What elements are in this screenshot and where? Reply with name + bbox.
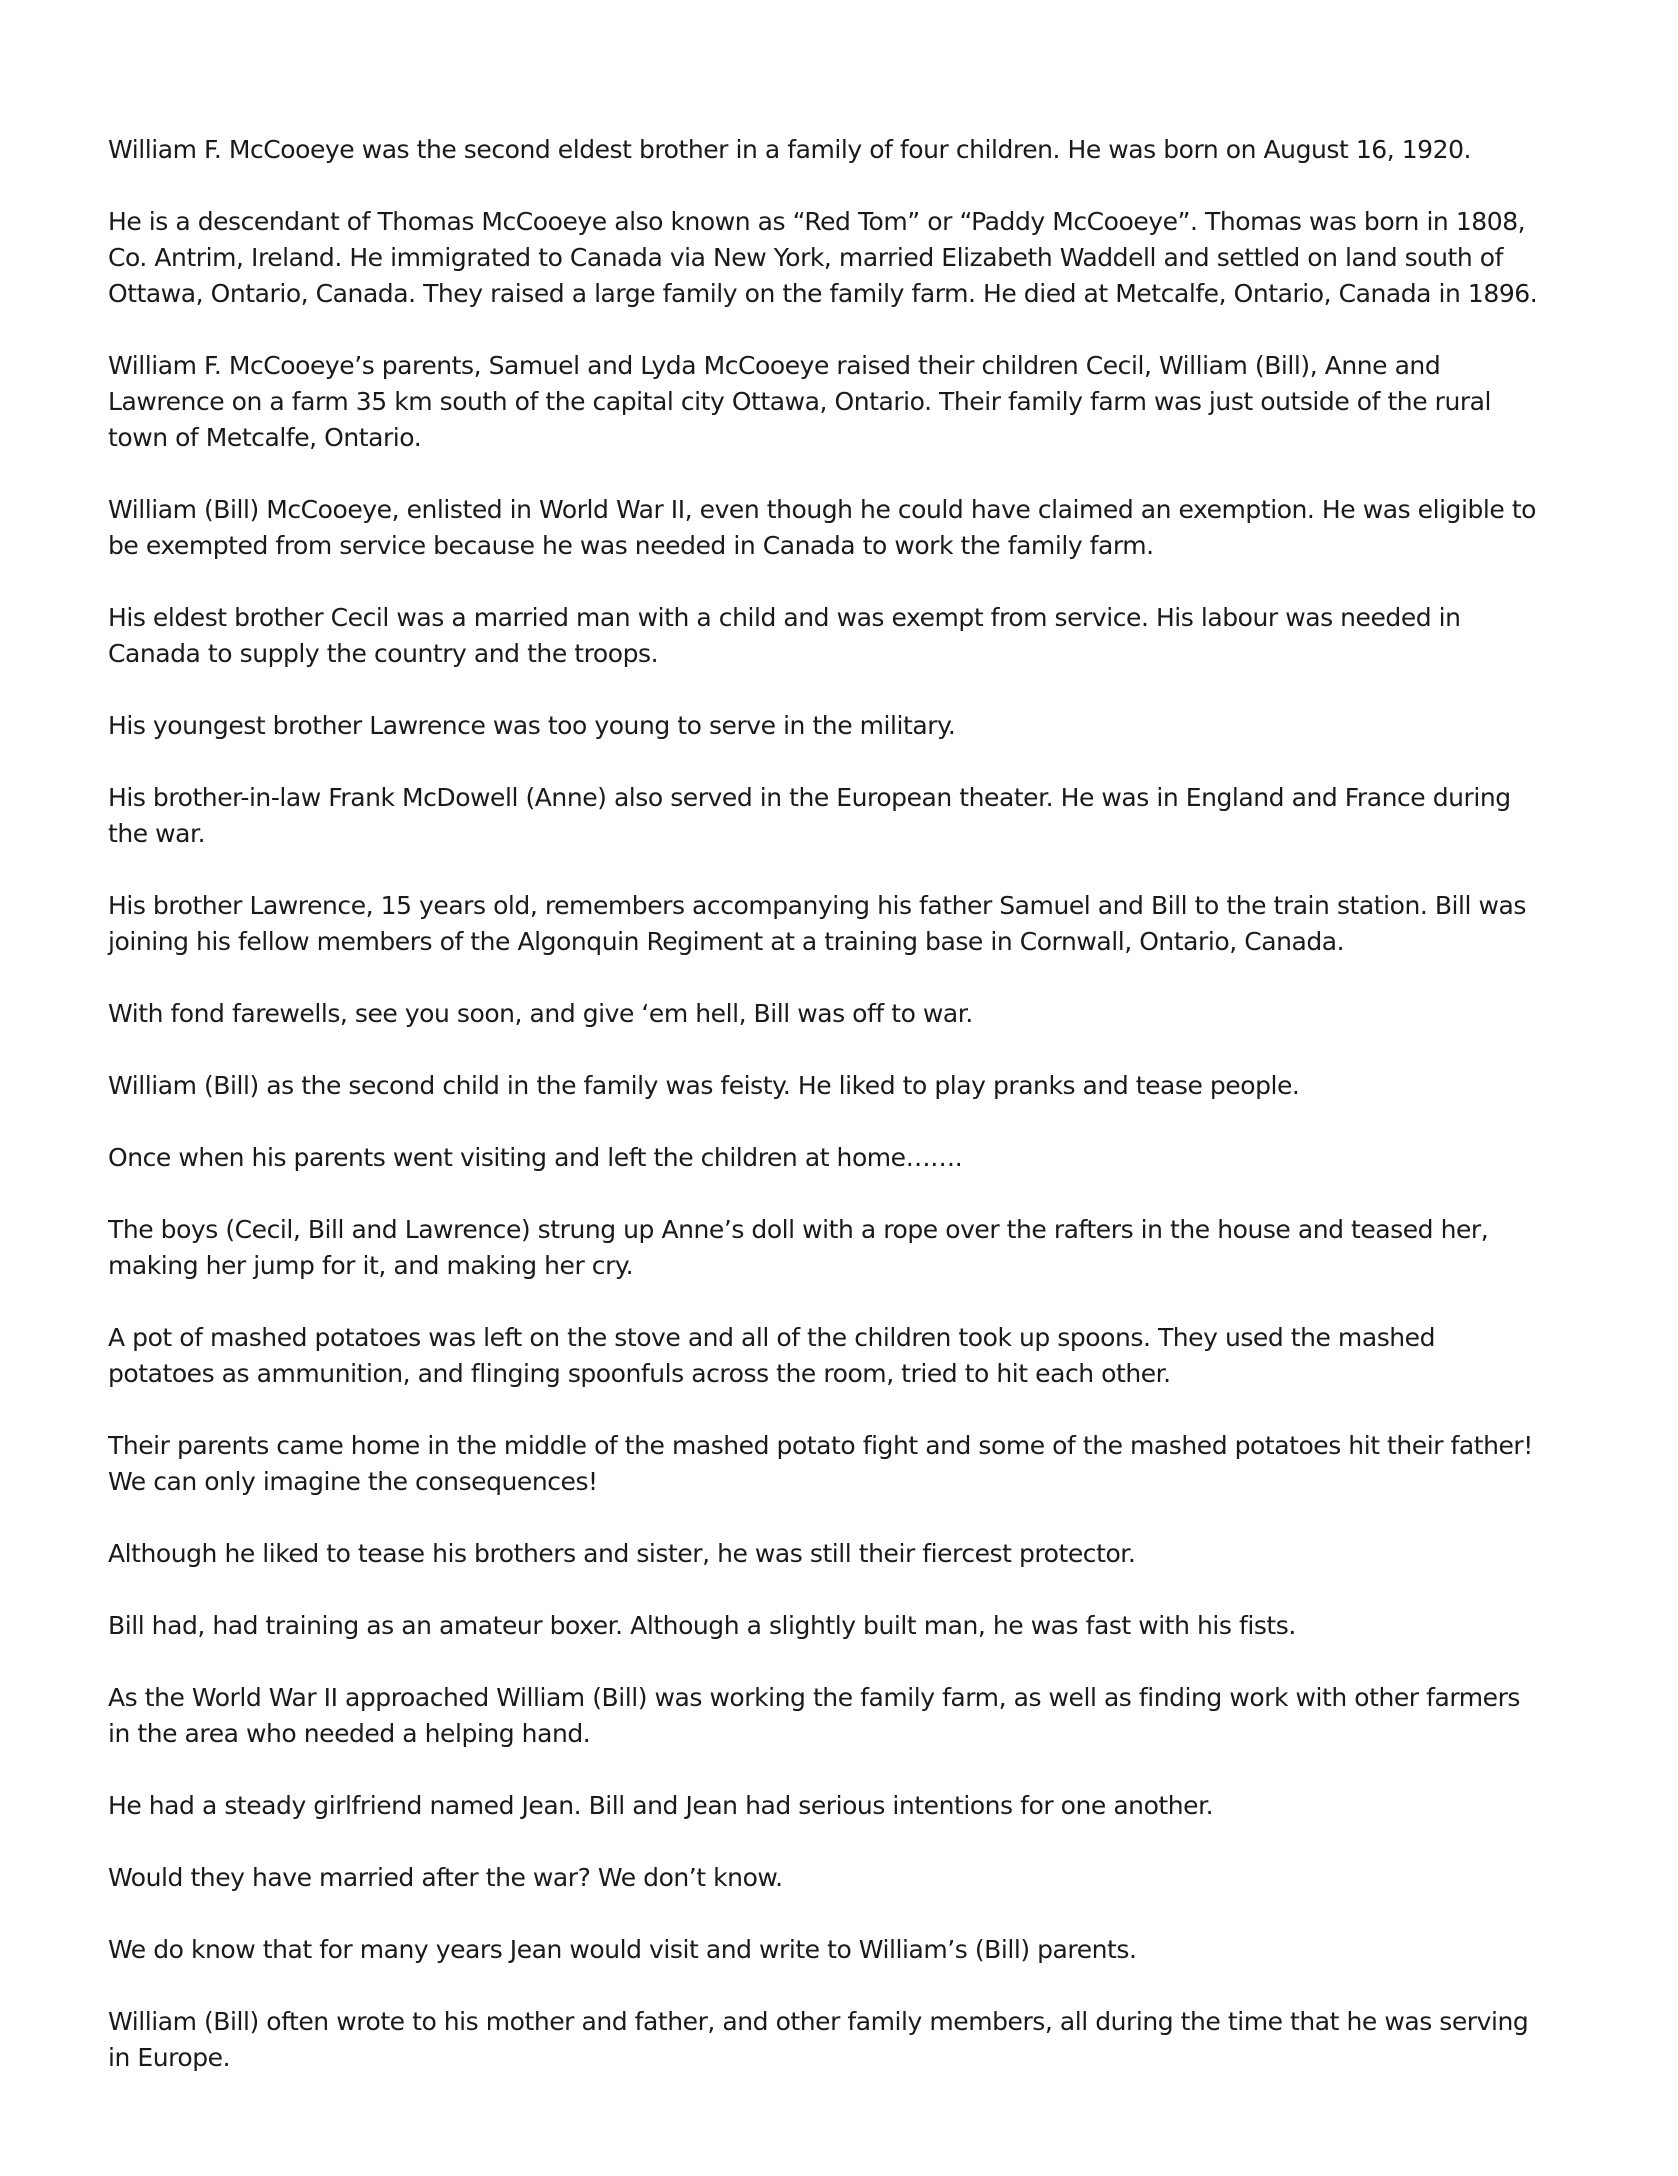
paragraph-doll: The boys (Cecil, Bill and Lawrence) strung up Anne’s doll with a rope over the rafters in the house and teased her, making her jump for it, and making her cry. — [108, 1215, 1489, 1280]
paragraph-brother-in-law: His brother-in-law Frank McDowell (Anne) also served in the European theater. He was in England and France during the war. — [108, 783, 1511, 848]
paragraph-married-question: Would they have married after the war? We don’t know. — [108, 1863, 783, 1892]
paragraph-jean-visits: We do know that for many years Jean would visit and write to William’s (Bill) parents. — [108, 1935, 1137, 1964]
paragraph-enlistment: William (Bill) McCooeye, enlisted in World War II, even though he could have claimed an exemption. He was eligible to be exempted from service because he was needed in Canada to work the family farm. — [108, 495, 1537, 560]
paragraph-birth: William F. McCooeye was the second eldest brother in a family of four children. He was born on August 16, 1920. — [108, 135, 1472, 164]
paragraph-eldest-brother: His eldest brother Cecil was a married man with a child and was exempt from service. His labour was needed in Canada to supply the country and the troops. — [108, 603, 1461, 668]
paragraph-farm-work: As the World War II approached William (Bill) was working the family farm, as well as finding work with other farmers in the area who needed a helping hand. — [108, 1683, 1520, 1748]
paragraph-feisty: William (Bill) as the second child in the family was feisty. He liked to play pranks and tease people. — [108, 1071, 1300, 1100]
paragraph-parents: William F. McCooeye’s parents, Samuel and Lyda McCooeye raised their children Cecil, William (Bill), Anne and Lawrence on a farm 35 km south of the capital city Ottawa, Ontario. Their family farm was just outside of the rural town of Metcalfe, Ontario. — [108, 351, 1492, 452]
paragraph-farewell: With fond farewells, see you soon, and give ‘em hell, Bill was off to war. — [108, 999, 973, 1028]
paragraph-protector: Although he liked to tease his brothers and sister, he was still their fiercest protector. — [108, 1539, 1136, 1568]
paragraph-boxer: Bill had, had training as an amateur boxer. Although a slightly built man, he was fast with his fists. — [108, 1611, 1296, 1640]
paragraph-consequences: Their parents came home in the middle of the mashed potato fight and some of the mashed potatoes hit their father! We can only imagine the consequences! — [108, 1431, 1533, 1496]
paragraph-ancestry: He is a descendant of Thomas McCooeye also known as “Red Tom” or “Paddy McCooeye”. Thomas was born in 1808, Co. Antrim, Ireland. He immigrated to Canada via New York, married Elizabeth Waddell and settled on land south of Ottawa, Ontario, Canada. They raised a large family on the family farm. He died at Metcalfe, Ontario, Canada in 1896. — [108, 207, 1538, 308]
paragraph-letters: William (Bill) often wrote to his mother and father, and other family members, all during the time that he was serving in Europe. — [108, 2007, 1529, 2072]
paragraph-train-station: His brother Lawrence, 15 years old, remembers accompanying his father Samuel and Bill to the train station. Bill was joining his fellow members of the Algonquin Regiment at a training base in Cornwall, Ontario, Canada. — [108, 891, 1526, 956]
paragraph-mashed-potatoes: A pot of mashed potatoes was left on the stove and all of the children took up spoons. They used the mashed potatoes as ammunition, and flinging spoonfuls across the room, tried to hit each other. — [108, 1323, 1436, 1388]
paragraph-youngest-brother: His youngest brother Lawrence was too young to serve in the military. — [108, 711, 956, 740]
paragraph-parents-visiting: Once when his parents went visiting and left the children at home……. — [108, 1143, 963, 1172]
document-body — [108, 132, 1548, 2112]
paragraph-girlfriend: He had a steady girlfriend named Jean. Bill and Jean had serious intentions for one another. — [108, 1791, 1214, 1820]
